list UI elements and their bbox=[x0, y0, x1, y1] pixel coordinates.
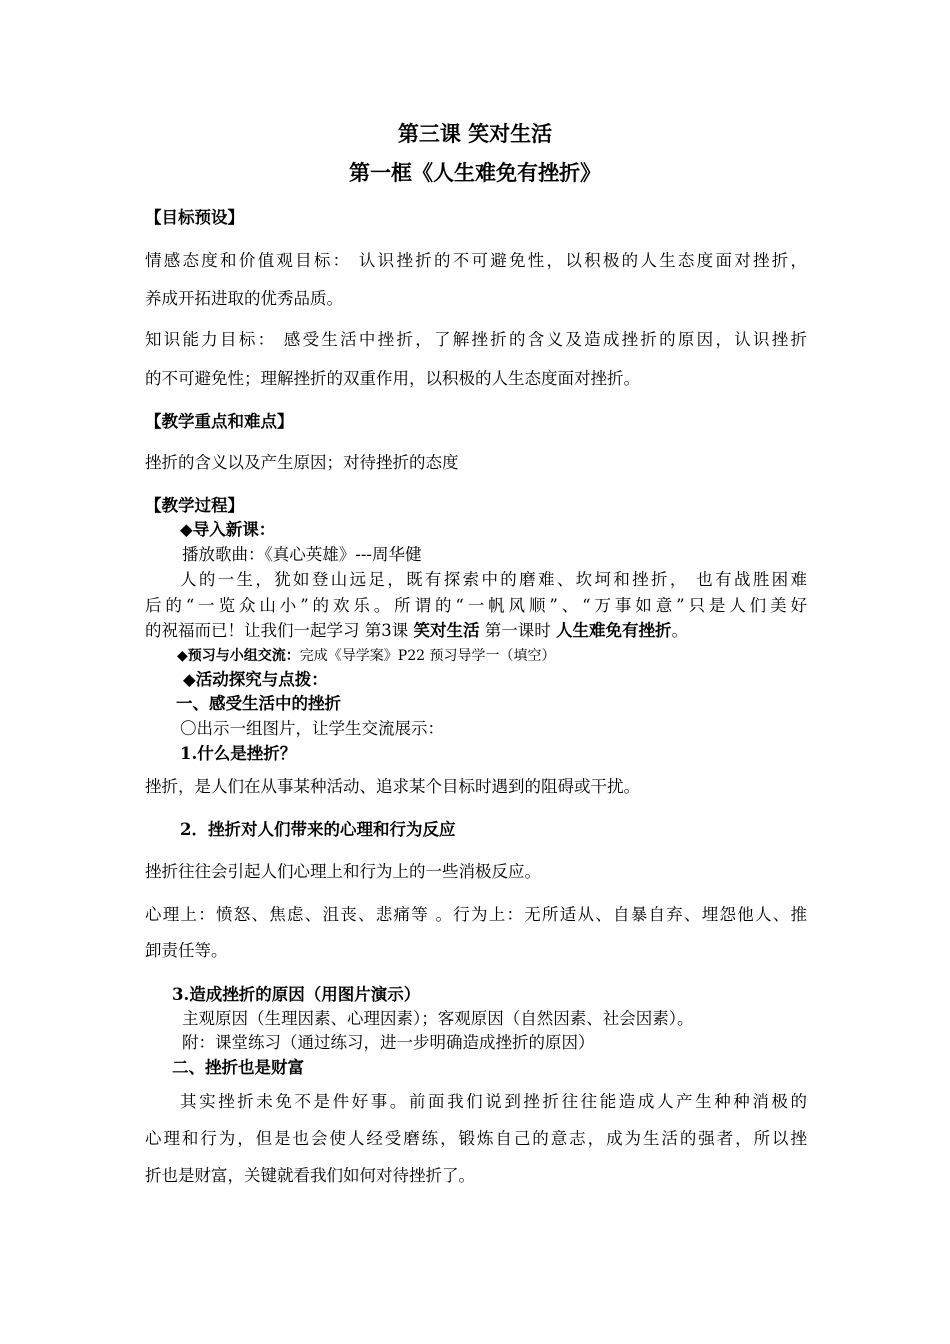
keypoints-heading: 【教学重点和难点】 bbox=[145, 412, 294, 431]
page-title: 第三课 笑对生活 bbox=[397, 121, 553, 146]
intro-song: 播放歌曲：《真心英雄》---周华健 bbox=[182, 545, 422, 564]
intro-line3-a: 的祝福而已！让我们一起学习 第3课 bbox=[145, 621, 414, 640]
goals-knowledge-line1: 知识能力目标： 感受生活中挫折，了解挫折的含义及造成挫折的原因，认识挫折 bbox=[145, 330, 807, 349]
q2-line2: 心理上：愤怒、焦虑、沮丧、悲痛等 。行为上：无所适从、自暴自弃、埋怨他人、推 bbox=[145, 905, 807, 924]
page-subtitle: 第一框《人生难免有挫折》 bbox=[349, 160, 601, 185]
intro-line3 bbox=[145, 621, 688, 641]
q2-line1: 挫折往往会引起人们心理上和行为上的一些消极反应。 bbox=[145, 862, 541, 881]
intro-label: ◆导入新课： bbox=[180, 520, 276, 539]
q3-exercise: 附：课堂练习（通过练习，进一步明确造成挫折的原因） bbox=[182, 1033, 595, 1052]
keypoints-text: 挫折的含义以及产生原因；对待挫折的态度 bbox=[145, 453, 459, 472]
preview-text: 完成《导学案》P22 预习导学一（填空） bbox=[299, 648, 556, 664]
goals-knowledge-line2: 的不可避免性；理解挫折的双重作用，以积极的人生态度面对挫折。 bbox=[145, 369, 640, 388]
part1-title: 一、感受生活中的挫折 bbox=[176, 694, 341, 713]
preview-line bbox=[177, 646, 555, 666]
q3-causes: 主观原因（生理因素、心理因素）；客观原因（自然因素、社会因素）。 bbox=[182, 1009, 694, 1028]
intro-frame-title: 人生难免有挫折 bbox=[556, 621, 672, 640]
part2-line2: 心理和行为，但是也会使人经受磨练，锻炼自己的意志，成为生活的强者，所以挫 bbox=[145, 1129, 807, 1148]
q2-heading: 2．挫折对人们带来的心理和行为反应 bbox=[180, 820, 456, 839]
goals-emotion-line1: 情感态度和价值观目标： 认识挫折的不可避免性，以积极的人生态度面对挫折， bbox=[145, 251, 807, 270]
process-heading: 【教学过程】 bbox=[145, 496, 244, 515]
q2-line3: 卸责任等。 bbox=[145, 941, 228, 960]
intro-line3-c: 第一课时 bbox=[479, 621, 556, 640]
q1-answer: 挫折，是人们在从事某种活动、追求某个目标时遇到的阻碍或干扰。 bbox=[145, 777, 640, 796]
preview-label: ◆预习与小组交流： bbox=[177, 648, 300, 664]
q1-heading: 1.什么是挫折？ bbox=[180, 744, 297, 763]
part2-line1: 其实挫折未免不是件好事。前面我们说到挫折往往能造成人产生种种消极的 bbox=[180, 1092, 807, 1111]
q3-heading: 3.造成挫折的原因（用图片演示） bbox=[172, 985, 421, 1004]
part1-show: 〇出示一组图片，让学生交流展示： bbox=[180, 719, 444, 738]
goals-heading: 【目标预设】 bbox=[145, 208, 244, 227]
intro-line2: 后的“一览众山小”的欢乐。所谓的“一帆风顺”、“万事如意”只是人们美好 bbox=[145, 596, 807, 615]
intro-lesson-title: 笑对生活 bbox=[413, 621, 480, 640]
intro-line1: 人的一生，犹如登山远足，既有探索中的磨难、坎坷和挫折， 也有战胜困难 bbox=[180, 570, 807, 589]
activity-label: ◆活动探究与点拨： bbox=[183, 670, 328, 689]
part2-line3: 折也是财富，关键就看我们如何对待挫折了。 bbox=[145, 1166, 475, 1185]
part2-title: 二、挫折也是财富 bbox=[172, 1058, 304, 1077]
goals-emotion-line2: 养成开拓进取的优秀品质。 bbox=[145, 289, 343, 308]
intro-line3-e: 。 bbox=[671, 621, 688, 640]
